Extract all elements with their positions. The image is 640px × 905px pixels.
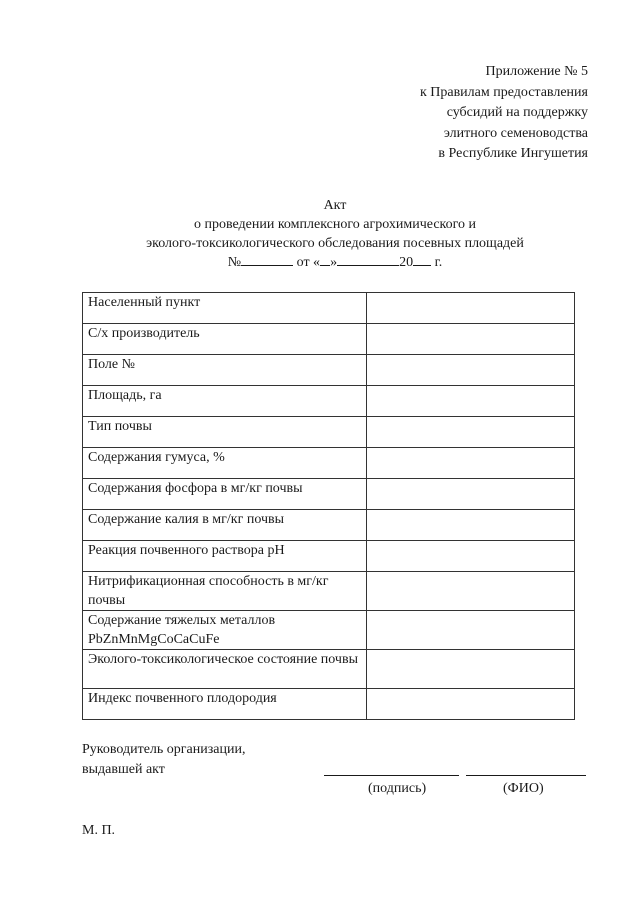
table-row: [83, 448, 575, 479]
stamp-place-label: М. П.: [82, 823, 116, 838]
row-value-cell[interactable]: [367, 293, 575, 324]
row-value-cell[interactable]: [367, 510, 575, 541]
number-label: №: [227, 255, 242, 270]
row-label: Содержания фосфора в мг/кг почвы: [83, 479, 367, 510]
year-blank: [413, 253, 431, 266]
row-label: С/х производитель: [83, 324, 367, 355]
appendix-line: в Республике Ингушетия: [438, 146, 588, 161]
title-line: Акт: [323, 198, 347, 213]
row-value-cell[interactable]: [367, 689, 575, 720]
row-value-cell[interactable]: [367, 572, 575, 611]
row-value-cell[interactable]: [367, 611, 575, 650]
row-label: Площадь, га: [83, 386, 367, 417]
table-row: [83, 650, 575, 689]
row-value-cell[interactable]: [367, 650, 575, 689]
row-value-cell[interactable]: [367, 355, 575, 386]
head-line: выдавшей акт: [82, 762, 165, 777]
row-value-cell[interactable]: [367, 448, 575, 479]
table-row: [83, 386, 575, 417]
row-label: Индекс почвенного плодородия: [83, 689, 367, 720]
row-label: Нитрификационная способность в мг/кг почвы: [83, 572, 367, 611]
row-label: Эколого-токсикологическое состояние почвы: [83, 650, 367, 689]
table-row: [83, 689, 575, 720]
row-value-cell[interactable]: [367, 386, 575, 417]
row-label: Реакция почвенного раствора pH: [83, 541, 367, 572]
year-prefix: 20: [399, 255, 414, 270]
title-line: о проведении комплексного агрохимического и: [193, 217, 477, 232]
month-blank: [337, 253, 399, 266]
row-label: Тип почвы: [83, 417, 367, 448]
table-row: [83, 510, 575, 541]
year-suffix: г.: [434, 255, 443, 270]
row-label: Содержание калия в мг/кг почвы: [83, 510, 367, 541]
appendix-line: субсидий на поддержку: [446, 105, 588, 120]
row-value-cell[interactable]: [367, 324, 575, 355]
table-row: [83, 417, 575, 448]
number-blank: [241, 253, 293, 266]
name-line[interactable]: [466, 775, 586, 776]
name-caption: (ФИО): [503, 781, 544, 796]
row-label: Содержания гумуса, %: [83, 448, 367, 479]
table-row: [83, 541, 575, 572]
act-number-date-line: [0, 253, 640, 272]
title-line: эколого-токсикологического обследования посевных площадей: [146, 236, 524, 251]
row-value-cell[interactable]: [367, 417, 575, 448]
appendix-reference: [328, 62, 588, 165]
row-label: Населенный пункт: [83, 293, 367, 324]
survey-form-table: [82, 292, 575, 720]
table-row: [83, 572, 575, 611]
signature-caption: (подпись): [368, 781, 427, 796]
table-row: [83, 324, 575, 355]
table-row: [83, 293, 575, 324]
row-label: Поле №: [83, 355, 367, 386]
appendix-line: элитного семеноводства: [443, 125, 588, 141]
appendix-line: Приложение № 5: [485, 64, 588, 79]
row-value-cell[interactable]: [367, 479, 575, 510]
table-row: [83, 611, 575, 650]
date-quote: »: [330, 255, 338, 270]
appendix-line: к Правилам предоставления: [419, 84, 588, 100]
head-line: Руководитель организации,: [82, 742, 246, 757]
day-blank: [320, 253, 330, 266]
row-label: Содержание тяжелых металлов PbZnMnMgCoCaCuFe: [83, 611, 367, 650]
table-row: [83, 479, 575, 510]
table-row: [83, 355, 575, 386]
signature-line[interactable]: [324, 775, 459, 776]
document-title: [0, 196, 640, 272]
organization-head-label: [82, 740, 245, 780]
row-value-cell[interactable]: [367, 541, 575, 572]
date-from-label: от «: [296, 255, 321, 270]
